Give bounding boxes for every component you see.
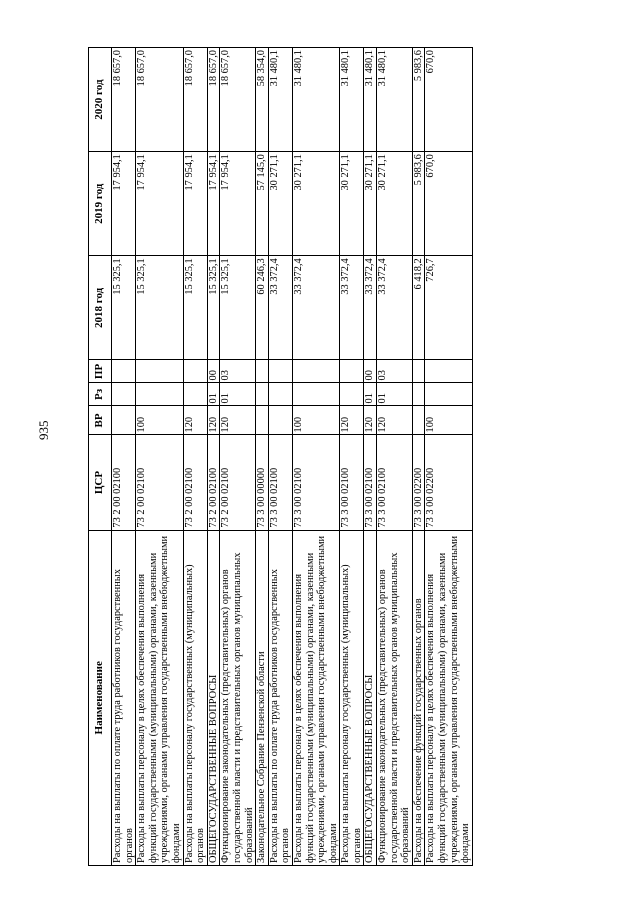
cell-2020: 18 657,0 — [112, 48, 136, 152]
cell-2020: 58 354,0 — [256, 48, 269, 152]
cell-2019: 17 954,1 — [112, 152, 136, 256]
cell-rz — [292, 383, 339, 406]
cell-csr: 73 3 00 02200 — [412, 435, 425, 530]
cell-csr: 73 3 00 00000 — [256, 435, 269, 530]
cell-csr: 73 2 00 02100 — [112, 435, 136, 530]
header-csr: ЦСР — [89, 435, 112, 530]
cell-2018: 6 418,2 — [412, 256, 425, 360]
cell-vr: 120 — [364, 406, 377, 435]
cell-vr: 120 — [340, 406, 364, 435]
cell-csr: 73 2 00 02100 — [136, 435, 183, 530]
cell-csr: 73 3 00 02100 — [340, 435, 364, 530]
cell-2020: 18 657,0 — [183, 48, 207, 152]
cell-name: ОБЩЕГОСУДАРСТВЕННЫЕ ВОПРОСЫ — [207, 530, 220, 865]
cell-name: Расходы на выплаты персоналу в целях обеспечения выполнения функций государственными (муниципальными) органами, казенными учреждениями, органами управления государственными внебюджетными фондами — [136, 530, 183, 865]
budget-table-container — [88, 47, 540, 866]
cell-2018: 15 325,1 — [183, 256, 207, 360]
cell-rz: 01 — [377, 383, 413, 406]
cell-pr — [412, 360, 425, 383]
cell-2019: 30 271,1 — [340, 152, 364, 256]
cell-name: Законодательное Собрание Пензенской области — [256, 530, 269, 865]
table-row — [292, 48, 339, 866]
table-row — [207, 48, 220, 866]
cell-pr: 00 — [207, 360, 220, 383]
cell-vr — [412, 406, 425, 435]
cell-2020: 18 657,0 — [136, 48, 183, 152]
cell-name: Расходы на выплаты по оплате труда работников государственных органов — [112, 530, 136, 865]
cell-name: ОБЩЕГОСУДАРСТВЕННЫЕ ВОПРОСЫ — [364, 530, 377, 865]
table-row — [377, 48, 413, 866]
cell-2019: 17 954,1 — [136, 152, 183, 256]
cell-pr: 03 — [377, 360, 413, 383]
cell-name: Расходы на выплаты по оплате труда работников государственных органов — [268, 530, 292, 865]
cell-rz — [268, 383, 292, 406]
cell-rz — [183, 383, 207, 406]
cell-vr: 120 — [377, 406, 413, 435]
cell-pr — [112, 360, 136, 383]
cell-2019: 30 271,1 — [377, 152, 413, 256]
table-header-row — [89, 48, 112, 866]
cell-2020: 5 983,6 — [412, 48, 425, 152]
header-vr: ВР — [89, 406, 112, 435]
budget-table — [88, 47, 473, 866]
cell-pr — [340, 360, 364, 383]
cell-vr: 100 — [292, 406, 339, 435]
table-row — [256, 48, 269, 866]
cell-2019: 30 271,1 — [268, 152, 292, 256]
table-row — [340, 48, 364, 866]
cell-2020: 18 657,0 — [207, 48, 220, 152]
table-row — [136, 48, 183, 866]
cell-csr: 73 3 00 02100 — [268, 435, 292, 530]
cell-2018: 33 372,4 — [268, 256, 292, 360]
cell-rz: 01 — [364, 383, 377, 406]
header-name: Наименование — [89, 530, 112, 865]
cell-2020: 18 657,0 — [220, 48, 256, 152]
cell-rz — [136, 383, 183, 406]
cell-pr — [256, 360, 269, 383]
cell-vr: 120 — [220, 406, 256, 435]
cell-csr: 73 3 00 02100 — [364, 435, 377, 530]
cell-2018: 33 372,4 — [340, 256, 364, 360]
cell-pr — [136, 360, 183, 383]
cell-csr: 73 3 00 02200 — [425, 435, 472, 530]
cell-2018: 33 372,4 — [377, 256, 413, 360]
cell-name: Расходы на выплаты персоналу в целях обеспечения выполнения функций государственными (муниципальными) органами, казенными учреждениями, органами управления государственными внебюджетными фондами — [292, 530, 339, 865]
cell-rz — [340, 383, 364, 406]
header-pr: ПР — [89, 360, 112, 383]
cell-rz — [412, 383, 425, 406]
cell-name: Функционирование законодательных (представительных) органов государственной власти и представительных органов муниципальных образований — [220, 530, 256, 865]
cell-2020: 670,0 — [425, 48, 472, 152]
header-2018: 2018 год — [89, 256, 112, 360]
cell-csr: 73 3 00 02100 — [377, 435, 413, 530]
cell-rz — [256, 383, 269, 406]
cell-2018: 726,7 — [425, 256, 472, 360]
table-row — [112, 48, 136, 866]
cell-2019: 17 954,1 — [207, 152, 220, 256]
header-2020: 2020 год — [89, 48, 112, 152]
cell-2018: 15 325,1 — [136, 256, 183, 360]
table-row — [425, 48, 472, 866]
cell-rz: 01 — [207, 383, 220, 406]
cell-2018: 60 246,3 — [256, 256, 269, 360]
page-number: 935 — [36, 420, 51, 440]
cell-name: Расходы на выплаты персоналу государственных (муниципальных) органов — [183, 530, 207, 865]
cell-2020: 31 480,1 — [268, 48, 292, 152]
cell-csr: 73 2 00 02100 — [207, 435, 220, 530]
cell-2019: 30 271,1 — [364, 152, 377, 256]
cell-2019: 17 954,1 — [183, 152, 207, 256]
table-row — [268, 48, 292, 866]
cell-2020: 31 480,1 — [340, 48, 364, 152]
header-rz: Рз — [89, 383, 112, 406]
cell-name: Расходы на выплаты персоналу в целях обеспечения выполнения функций государственными (муниципальными) органами, казенными учреждениями, органами управления государственными внебюджетными фондами — [425, 530, 472, 865]
cell-vr: 120 — [207, 406, 220, 435]
cell-2019: 57 145,0 — [256, 152, 269, 256]
cell-rz — [112, 383, 136, 406]
cell-pr — [425, 360, 472, 383]
cell-csr: 73 3 00 02100 — [292, 435, 339, 530]
cell-2020: 31 480,1 — [377, 48, 413, 152]
table-row — [220, 48, 256, 866]
cell-vr — [256, 406, 269, 435]
cell-vr: 120 — [183, 406, 207, 435]
cell-csr: 73 2 00 02100 — [220, 435, 256, 530]
cell-vr — [268, 406, 292, 435]
cell-name: Функционирование законодательных (представительных) органов государственной власти и представительных органов муниципальных образований — [377, 530, 413, 865]
cell-name: Расходы на выплаты персоналу государственных (муниципальных) органов — [340, 530, 364, 865]
cell-pr: 03 — [220, 360, 256, 383]
cell-pr — [183, 360, 207, 383]
table-row — [364, 48, 377, 866]
cell-2018: 33 372,4 — [292, 256, 339, 360]
cell-2018: 15 325,1 — [207, 256, 220, 360]
cell-2019: 17 954,1 — [220, 152, 256, 256]
table-row — [183, 48, 207, 866]
cell-vr: 100 — [425, 406, 472, 435]
cell-rz — [425, 383, 472, 406]
cell-csr: 73 2 00 02100 — [183, 435, 207, 530]
cell-2020: 31 480,1 — [292, 48, 339, 152]
table-row — [412, 48, 425, 866]
cell-2019: 30 271,1 — [292, 152, 339, 256]
cell-2018: 15 325,1 — [112, 256, 136, 360]
cell-pr: 00 — [364, 360, 377, 383]
cell-name: Расходы на обеспечение функций государственных органов — [412, 530, 425, 865]
cell-2019: 5 983,6 — [412, 152, 425, 256]
cell-pr — [292, 360, 339, 383]
cell-2020: 31 480,1 — [364, 48, 377, 152]
header-2019: 2019 год — [89, 152, 112, 256]
cell-vr: 100 — [136, 406, 183, 435]
cell-2018: 15 325,1 — [220, 256, 256, 360]
cell-rz: 01 — [220, 383, 256, 406]
cell-vr — [112, 406, 136, 435]
cell-pr — [268, 360, 292, 383]
cell-2019: 670,0 — [425, 152, 472, 256]
cell-2018: 33 372,4 — [364, 256, 377, 360]
